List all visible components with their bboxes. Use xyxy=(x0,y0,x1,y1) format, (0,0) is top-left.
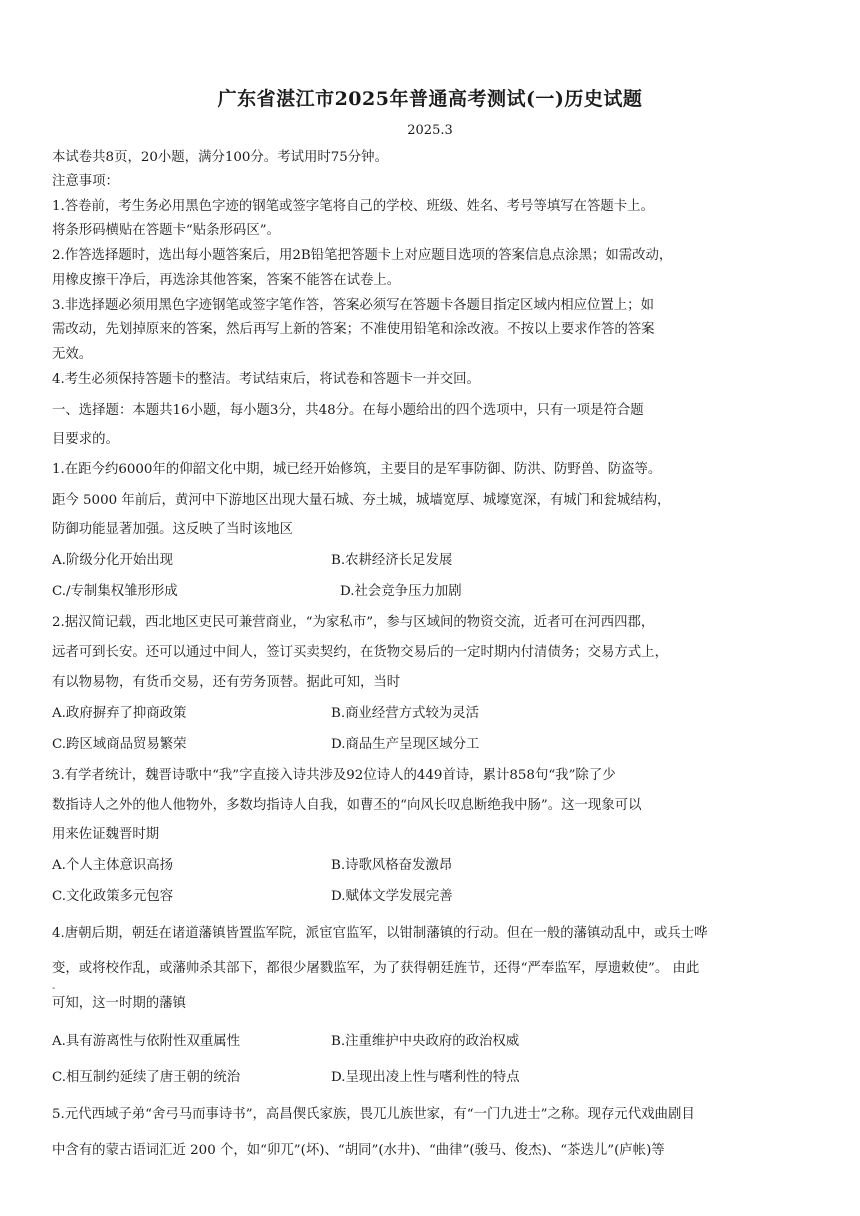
question-2-text: 远者可到长安。还可以通过中间人，签订买卖契约，在货物交易后的一定时期内付清债务；交易方式上， xyxy=(52,645,668,660)
question-2-option-b: B.商业经营方式较为灵活 xyxy=(331,706,480,721)
question-3-option-a: A.个人主体意识高扬 xyxy=(52,858,174,873)
notice-line: 3.非选择题必须用黑色字迹钢笔或签字笔作答，答案必须写在答题卡各题目指定区域内相应位置上；如 xyxy=(52,298,654,313)
notice-line: 需改动，先划掉原来的答案，然后再写上新的答案；不准使用铅笔和涂改液。不按以上要求作答的答案 xyxy=(52,322,655,337)
question-1-option-a: A.阶级分化开始出现 xyxy=(52,553,174,568)
notice-line: 用橡皮擦干净后，再选涂其他答案，答案不能答在试卷上。 xyxy=(52,273,401,288)
question-3-option-c: C.文化政策多元包容 xyxy=(52,889,174,904)
question-1-text: 距今 5000 年前后，黄河中下游地区出现大量石城、夯土城，城墙宽厚、城壕宽深，有城门和瓮城结构， xyxy=(52,493,671,508)
question-3-option-d: D.赋体文学发展完善 xyxy=(331,889,453,904)
question-1-text: 1.在距今约6000年的仰韶文化中期，城已经开始修筑，主要目的是军事防御、防洪、防野兽、防盗等。 xyxy=(52,462,662,477)
question-2-option-a: A.政府摒弃了抑商政策 xyxy=(52,706,187,721)
question-1-option-d: D.社会竞争压力加剧 xyxy=(340,584,462,599)
page-title: 广东省湛江市2025年普通高考测试(一)历史试题 xyxy=(217,88,643,110)
section-heading: 目要求的。 xyxy=(52,432,119,447)
question-4-option-c: C.相互制约延续了唐王朝的统治 xyxy=(52,1070,241,1085)
question-3-text: 用来佐证魏晋时期 xyxy=(52,827,160,842)
question-1-text: 防御功能显著加强。这反映了当时该地区 xyxy=(52,522,294,537)
question-2-option-d: D.商品生产呈现区域分工 xyxy=(331,737,480,752)
question-3-text: 数指诗人之外的他人他物外，多数均指诗人自我，如曹丕的“向风长叹息断绝我中肠”。这一现象可以 xyxy=(52,798,642,813)
notice-heading: 注意事项： xyxy=(52,174,119,189)
section-heading: 一、选择题：本题共16小题，每小题3分，共48分。在每小题给出的四个选项中，只有一项是符合题 xyxy=(52,403,644,418)
question-3-text: 3.有学者统计，魏晋诗歌中“我”字直接入诗共涉及92位诗人的449首诗，累计858句“我”除了少 xyxy=(52,768,616,783)
question-5-text: 中含有的蒙古语词汇近 200 个，如“卯兀”(坏)、“胡同”(水井)、“曲律”(骏马、俊杰)、“茶迭儿”(庐帐)等 xyxy=(52,1143,665,1158)
stray-mark: - xyxy=(52,983,56,994)
intro-text: 本试卷共8页，20小题，满分100分。考试用时75分钟。 xyxy=(52,150,388,165)
notice-line: 无效。 xyxy=(52,347,93,362)
notice-line: 将条形码横贴在答题卡“贴条形码区”。 xyxy=(52,223,280,238)
question-1-option-b: B.农耕经济长足发展 xyxy=(331,553,453,568)
question-5-text: 5.元代西域子弟“舍弓马而事诗书”，高昌偰氏家族，畏兀儿族世家，有“一门九进士”之称。现存元代戏曲剧目 xyxy=(52,1107,695,1122)
question-2-text: 2.据汉简记载，西北地区吏民可兼营商业，“为家私市”，参与区域间的物资交流，近者可在河西四郡， xyxy=(52,615,655,630)
question-4-option-b: B.注重维护中央政府的政治权威 xyxy=(331,1034,520,1049)
question-2-text: 有以物易物，有货币交易，还有劳务顶替。据此可知，当时 xyxy=(52,675,401,690)
notice-line: 2.作答选择题时，选出每小题答案后，用2B铅笔把答题卡上对应题目选项的答案信息点涂黑；如需改动， xyxy=(52,248,673,263)
question-1-option-c: C./专制集权雏形形成 xyxy=(52,584,178,599)
question-4-text: 4.唐朝后期，朝廷在诸道藩镇皆置监军院，派宦官监军，以钳制藩镇的行动。但在一般的藩镇动乱中，或兵士哗 xyxy=(52,926,708,941)
question-4-option-d: D.呈现出凌上性与嗜利性的特点 xyxy=(331,1070,520,1085)
exam-date: 2025.3 xyxy=(407,123,453,138)
question-2-option-c: C.跨区域商品贸易繁荣 xyxy=(52,737,187,752)
notice-line: 1.答卷前，考生务必用黑色字迹的钢笔或签字笔将自己的学校、班级、姓名、考号等填写在答题卡上。 xyxy=(52,199,654,214)
notice-line: 4.考生必须保持答题卡的整洁。考试结束后，将试卷和答题卡一并交回。 xyxy=(52,372,480,387)
question-4-text: 变，或将校作乱，或藩帅杀其部下，都很少屠戮监军，为了获得朝廷旌节，还得“严奉监军，厚遗敕使”。 由此 xyxy=(52,961,700,976)
question-4-text: 可知，这一时期的藩镇 xyxy=(52,996,186,1011)
question-4-option-a: A.具有游离性与依附性双重属性 xyxy=(52,1034,241,1049)
question-3-option-b: B.诗歌风格奋发激昂 xyxy=(331,858,453,873)
